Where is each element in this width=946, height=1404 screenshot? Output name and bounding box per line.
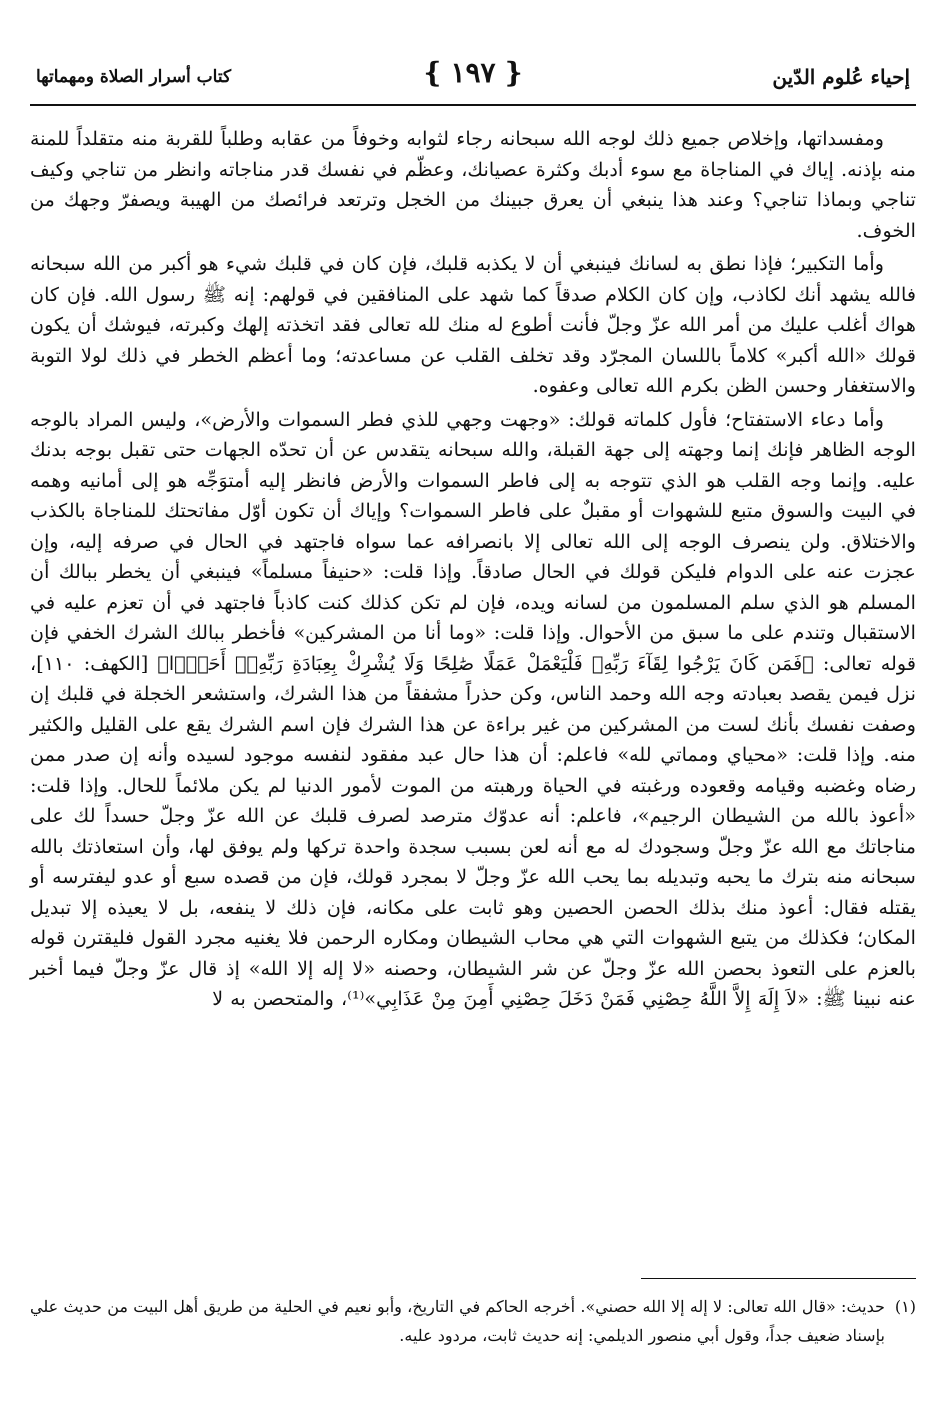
footnote-marker: (١) (894, 1297, 916, 1316)
ornamental-bracket-left-icon: ❵ (420, 55, 445, 89)
header-rule (30, 104, 916, 106)
book-page (30, 52, 916, 1382)
paragraph-3: وأما دعاء الاستفتاح؛ فأول كلماته قولك: «وجهت وجهي للذي فطر السموات والأرض»، وليس المراد بالوجه الوجه الظاهر فإنك إنما وجهته إلى جهة القبلة، والله سبحانه يتقدس عن أن تحدّه الجهات حتى تقبل بوجه بدنك عليه. وإنما وجه القلب هو الذي تتوجه به إلى فاطر السموات والأرض فانظر إليه أمتوَجِّه هو إلى أمانيه وهمه في البيت والسوق متبع للشهوات أو مقبلٌ على فاطر السموات؟ وإياك أن تكون أوّل مفاتحتك للمناجاة بالكذب والاختلاق. ولن ينصرف الوجه إلى الله تعالى إلا بانصرافه عما سواه فاجتهد في الحال في صرفه إليه، وإن عجزت عنه على الدوام فليكن قولك في الحال صادقاً. وإذا قلت: «حنيفاً مسلماً» فينبغي أن يخطر ببالك أن المسلم هو الذي سلم المسلمون من لسانه ويده، فإن لم تكن كذلك كنت كاذباً فاجتهد في أن تعزم عليه في الاستقبال وتندم على ما سبق من الأحوال. وإذا قلت: «وما أنا من المشركين» فأخطر ببالك الشرك الخفي فإن قوله تعالى: ﴿فَمَن كَانَ يَرْجُوا لِقَآءَ رَبِّهِۦ فَلْيَعْمَلْ عَمَلًا صَٰلِحًا وَلَا يُشْرِكْ بِعِبَادَةِ رَبِّهِۦٓ أَحَدًۢا﴾ [الكهف: ١١٠]، نزل فيمن يقصد بعبادته وجه الله وحمد الناس، وكن حذراً مشفقاً من هذا الشرك، واستشعر الخجلة في قلبك إن وصفت نفسك بأنك لست من المشركين من غير براءة عن هذا الشرك فإن اسم الشرك يقع على القليل والكثير منه. وإذا قلت: «محياي ومماتي لله» فاعلم: أن هذا حال عبد مفقود لنفسه موجود لسيده وأنه إن صدر ممن رضاه وغضبه وقيامه وقعوده ورغبته في الحياة ورهبته من الموت لأمور الدنيا لم يكن ملائماً للحال. وإذا قلت: «أعوذ بالله من الشيطان الرجيم»، فاعلم: أنه عدوّك مترصد لصرف قلبك عن الله عزّ وجلّ حسداً لك على مناجاتك مع الله عزّ وجلّ وسجودك له مع أنه لعن بسبب سجدة واحدة تركها ولم يوفق لها، وأن استعاذتك بالله سبحانه منه بترك ما يحبه وتبديله بما يحب الله عزّ وجلّ لا بمجرد قولك، فإن من قصده سبع أو عدو ليفترسه أو يقتله فقال: أعوذ منك بذلك الحصن الحصين وهو ثابت على مكانه، فإن ذلك لا ينفعه، بل لا يعيذه إلا تبديل المكان؛ فكذلك من يتبع الشهوات التي هي محاب الشيطان ومكاره الرحمن فلا يغنيه مجرد القول فليقترن قوله بالعزم على التعوذ بحصن الله عزّ وجلّ عن شر الشيطان، وحصنه «لا إله إلا الله» إذ قال عزّ وجلّ فيما أخبر عنه نبينا ﷺ: «لاَ إِلَهَ إِلاَّ اللَّهُ حِصْنِي فَمَنْ دَخَلَ حِصْنِي أَمِنَ مِنْ عَذَابِي»⁽¹⁾، والمتحصن به لا (30, 407, 916, 1010)
paragraph-2: وأما التكبير؛ فإذا نطق به لسانك فينبغي أن لا يكذبه قلبك، فإن كان في قلبك شيء هو أكبر من الله سبحانه فالله يشهد أنك لكاذب، وإن كان الكلام صدقاً كما شهد على المنافقين في قولهم: إنه ﷺ رسول الله. فإن كان هواك أغلب عليك من أمر الله عزّ وجلّ فأنت أطوع له منك لله تعالى فقد اتخذته إلهك وكبرته، فيوشك أن يكون قولك «الله أكبر» كلاماً باللسان المجرّد وقد تخلف القلب عن مساعدته؛ وما أعظم الخطر في ذلك لولا التوبة والاستغفار وحسن الظن بكرم الله تعالى وعفوه. (30, 252, 916, 397)
section-title: كتاب أسرار الصلاة ومهماتها (36, 67, 232, 87)
page-number: ١٩٧ (450, 56, 496, 89)
footnote-text: حديث: «قال الله تعالى: لا إله إلا الله حصني». أخرجه الحاكم في التاريخ، وأبو نعيم في الحلية من طريق أهل البيت من حديث علي بإسناد ضعيف جداً، وقول أبي منصور الديلمي: إنه حديث ثابت، مردود عليه. (30, 1297, 885, 1345)
main-text (30, 124, 916, 1015)
page-number-ornament (421, 56, 525, 89)
footnote-separator (641, 1278, 916, 1279)
ornamental-bracket-right-icon: ❴ (501, 55, 526, 89)
paragraph-1: ومفسداتها، وإخلاص جميع ذلك لوجه الله سبحانه رجاء لثوابه وخوفاً من عقابه وطلباً للقربة منه متقلداً للمنة منه بإذنه. إياك في المناجاة مع سوء أدبك وكثرة عصيانك، وعظّم في نفسك قدر مناجاته وانظر من تناجي وكيف تناجي وبماذا تناجي؟ وعند هذا ينبغي أن يعرق جبينك من الخجل وترتعد فرائصك من الهيبة ويصفرّ وجهك من الخوف. (30, 127, 916, 242)
book-title: إحياء عُلوم الدّين (772, 65, 910, 89)
footnote-1 (30, 1292, 916, 1350)
running-header (30, 52, 916, 102)
footnotes (30, 1292, 916, 1350)
